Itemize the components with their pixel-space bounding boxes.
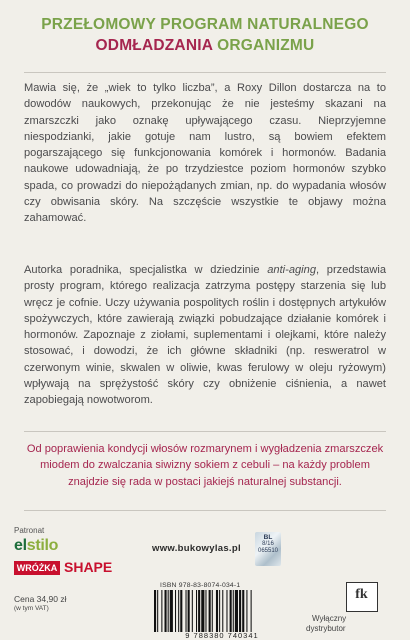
headline-line-2-rest: ORGANIZMU — [217, 37, 315, 54]
p2-rest: , przedstawia prosty program, którego realizacja zatrzyma postępy starzenia się lub wręcz je cofnie. Uczy używania pospolitych roślin i dostępnych artykułów spożywczych, które zawierają związki pobudzające działanie komórek i hormonów. Zapoznaje z ziołami, suplementami i olejkami, które należy stosować, i dowodzi, że ich główne składniki (np. resweratrol w czerwonym winie, skwalen w oliwie, kwas ferulowy w oleju ryżowym) wpływają na sprężystość skóry czy obniżenie ciśnienia, a nawet zapobiegają nowotworom. — [24, 264, 386, 407]
p2-emphasis: anti-aging — [267, 264, 316, 276]
distributor-label-2: dystrybutor — [306, 624, 346, 633]
distributor-label-1: Wyłączny — [312, 614, 347, 623]
bottom-divider — [24, 510, 386, 511]
headline-line-1: PRZEŁOMOWY PROGRAM NATURALNEGO — [41, 16, 369, 33]
elstilo-logo: elstilo — [14, 537, 59, 554]
barcode-number: 9 788380 740341 — [185, 631, 259, 640]
blurb-highlight: Od poprawienia kondycji włosów rozmarynem i wygładzenia zmarszczek miodem do zwalczania siwizny sokiem z cebuli – na każdy problem znajdzie się rada w postaci jakiejś naturalnej substancji. — [26, 443, 384, 488]
cover-headline — [0, 14, 410, 56]
isbn-label: ISBN 978-83-8074-034-1 — [160, 582, 241, 589]
hologram-sticker: BL 8/16 065510 — [255, 532, 281, 566]
headline-line-2 — [0, 35, 410, 56]
vat-note: (w tym VAT) — [14, 605, 49, 612]
patronage-label: Patronat — [14, 526, 45, 535]
price-label: Cena 34,90 zł — [14, 594, 67, 604]
shape-logo: SHAPE — [64, 559, 113, 575]
distributor-logo: fk — [346, 582, 378, 612]
publisher-website: www.bukowylas.pl — [152, 543, 241, 554]
blurb-paragraph-1: Mawia się, że „wiek to tylko liczba”, a Roxy Dillon dostarcza na to dowodów naukowych, przekonując że nie jesteśmy skazani na zmarszczki jako oznakę upływającego czasu. Nieprzyjemne niespodzianki, jakie gotuje nam lustro, są bowiem efektem pogarszającego się funkcjonowania komórek i hormonów. Badania naukowe udowadniają, że po trzydziestce poziom hormonów szybko spada, co prowadzi do niepożądanych zmian, np. do wypadania włosów czy obwisania skóry. Na szczęście wszystkie te objawy można zahamować. — [24, 82, 386, 225]
p2-start: Autorka poradnika, specjalistka w dziedzinie — [24, 264, 268, 276]
middle-divider — [24, 431, 386, 432]
barcode-icon — [152, 590, 292, 632]
cover-footer — [0, 520, 410, 640]
headline-highlight: ODMŁADZANIA — [95, 37, 213, 54]
blurb-paragraph-2 — [24, 262, 386, 409]
wrozka-logo: WRÓŻKA — [14, 561, 60, 575]
top-divider — [24, 72, 386, 73]
